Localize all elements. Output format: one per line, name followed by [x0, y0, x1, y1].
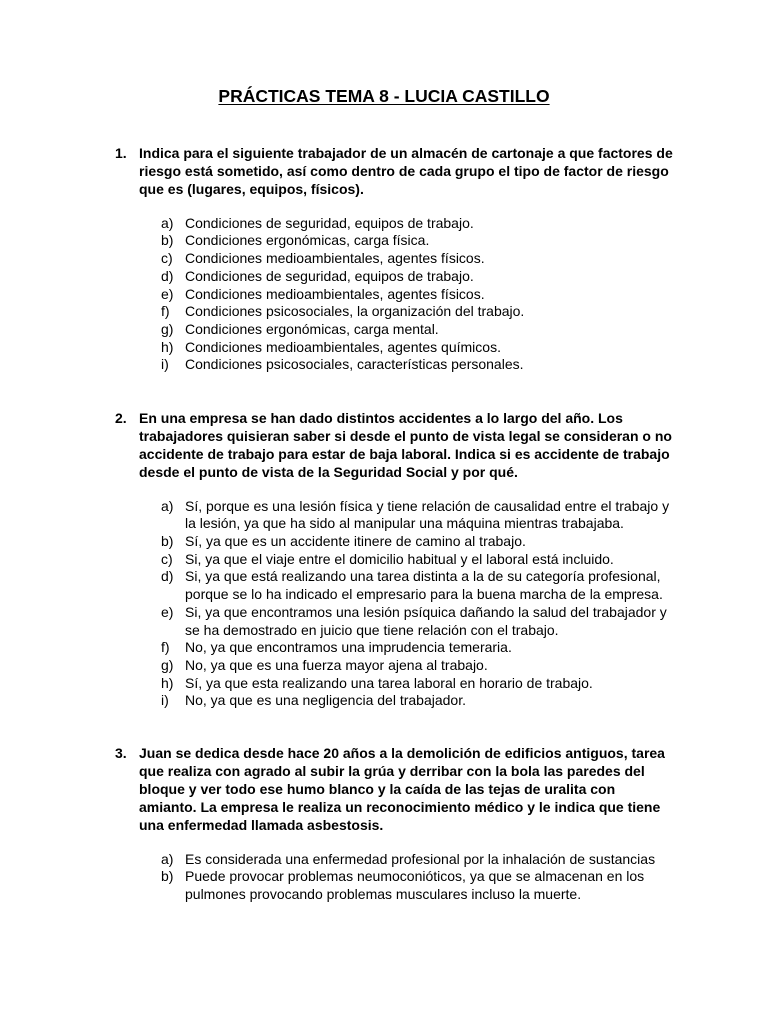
- page-title: PRÁCTICAS TEMA 8 - LUCIA CASTILLO: [218, 86, 550, 106]
- answer-text: Condiciones de seguridad, equipos de trabajo.: [185, 214, 474, 231]
- answer-item: [115, 250, 675, 268]
- answer-item: [115, 692, 675, 710]
- answer-text: Condiciones ergonómicas, carga mental.: [185, 320, 439, 337]
- answer-item: [115, 551, 675, 569]
- answer-text: Condiciones medioambientales, agentes químicos.: [185, 338, 501, 355]
- answer-letter: h): [161, 338, 174, 355]
- answer-item: [115, 215, 675, 233]
- answer-text: Condiciones medioambientales, agentes físicos.: [185, 285, 485, 302]
- answer-text: Condiciones ergonómicas, carga física.: [185, 232, 430, 249]
- answer-list: [115, 498, 675, 710]
- answer-item: [115, 568, 675, 603]
- answer-text: Condiciones psicosociales, la organización del trabajo.: [185, 303, 525, 320]
- answer-letter: c): [161, 250, 173, 267]
- answer-text: Condiciones de seguridad, equipos de trabajo.: [185, 267, 474, 284]
- answer-item: [115, 604, 675, 639]
- answer-letter: d): [161, 267, 174, 284]
- answer-letter: f): [161, 303, 170, 320]
- answer-text: No, ya que es una negligencia del trabajador.: [185, 692, 466, 709]
- answer-item: [115, 868, 675, 903]
- question-text: En una empresa se han dado distintos accidentes a lo largo del año. Los trabajadores quisieran saber si desde el punto de vista legal se consideran o no accidente de trabajo para estar de baja laboral. Indica si es accidente de trabajo desde el punto de vista de la Seguridad Social y por qué.: [139, 410, 672, 480]
- answer-letter: e): [161, 285, 174, 302]
- question-text: Juan se dedica desde hace 20 años a la demolición de edificios antiguos, tarea que realiza con agrado al subir la grúa y derribar con la bola las paredes del bloque y ver todo ese humo blanco y la caída de las tejas de uralita con amianto. La empresa le realiza un reconocimiento médico y le indica que tiene una enfermedad llamada asbestosis.: [139, 745, 665, 833]
- answer-text: Condiciones medioambientales, agentes físicos.: [185, 250, 485, 267]
- answer-letter: h): [161, 674, 174, 691]
- answer-letter: f): [161, 639, 170, 656]
- answer-text: Sí, ya que esta realizando una tarea laboral en horario de trabajo.: [185, 674, 593, 691]
- answer-item: [115, 286, 675, 304]
- answer-text: Si, ya que está realizando una tarea distinta a la de su categoría profesional, porque se lo ha indicado el empresario para la buena marcha de la empresa.: [185, 568, 663, 603]
- answer-text: Sí, porque es una lesión física y tiene relación de causalidad entre el trabajo y la lesión, ya que ha sido al manipular una máquina mientras trabajaba.: [185, 497, 670, 532]
- answer-text: No, ya que encontramos una imprudencia temeraria.: [185, 639, 512, 656]
- answer-list: [115, 215, 675, 374]
- question-number: 1.: [115, 145, 127, 161]
- answer-item: [115, 675, 675, 693]
- answer-text: Si, ya que encontramos una lesión psíquica dañando la salud del trabajador y se ha demostrado en juicio que tiene relación con el trabajo.: [185, 603, 667, 638]
- question-number: 3.: [115, 745, 127, 761]
- answer-letter: d): [161, 568, 174, 585]
- answer-letter: b): [161, 868, 174, 885]
- answer-text: No, ya que es una fuerza mayor ajena al trabajo.: [185, 656, 488, 673]
- answer-item: [115, 498, 675, 533]
- answer-item: [115, 356, 675, 374]
- answer-item: [115, 232, 675, 250]
- answer-item: [115, 268, 675, 286]
- answer-item: [115, 321, 675, 339]
- answer-text: Sí, ya que es un accidente itinere de camino al trabajo.: [185, 533, 526, 550]
- answer-item: [115, 303, 675, 321]
- answer-letter: g): [161, 320, 174, 337]
- answer-item: [115, 533, 675, 551]
- answer-item: [115, 639, 675, 657]
- question-number: 2.: [115, 410, 127, 426]
- answer-letter: a): [161, 497, 174, 514]
- answer-letter: b): [161, 533, 174, 550]
- question-text: Indica para el siguiente trabajador de un almacén de cartonaje a que factores de riesgo está sometido, así como dentro de cada grupo el tipo de factor de riesgo que es (lugares, equipos, físicos).: [139, 145, 673, 197]
- answer-letter: a): [161, 850, 174, 867]
- answer-letter: i): [161, 356, 169, 373]
- answer-item: [115, 657, 675, 675]
- answer-text: Si, ya que el viaje entre el domicilio habitual y el laboral está incluido.: [185, 550, 614, 567]
- answer-letter: c): [161, 550, 173, 567]
- answer-text: Es considerada una enfermedad profesional por la inhalación de sustancias: [185, 850, 656, 867]
- answer-letter: a): [161, 214, 174, 231]
- answer-letter: b): [161, 232, 174, 249]
- answer-letter: g): [161, 656, 174, 673]
- answer-item: [115, 339, 675, 357]
- answer-item: [115, 851, 675, 869]
- question-2: [115, 410, 675, 710]
- question-3: [115, 745, 675, 904]
- answer-letter: e): [161, 603, 174, 620]
- question-1: [115, 145, 675, 374]
- answer-text: Puede provocar problemas neumoconióticos, ya que se almacenan en los pulmones provocando problemas musculares incluso la muerte.: [185, 868, 645, 902]
- answer-list: [115, 851, 675, 904]
- answer-letter: i): [161, 692, 169, 709]
- answer-text: Condiciones psicosociales, características personales.: [185, 356, 524, 373]
